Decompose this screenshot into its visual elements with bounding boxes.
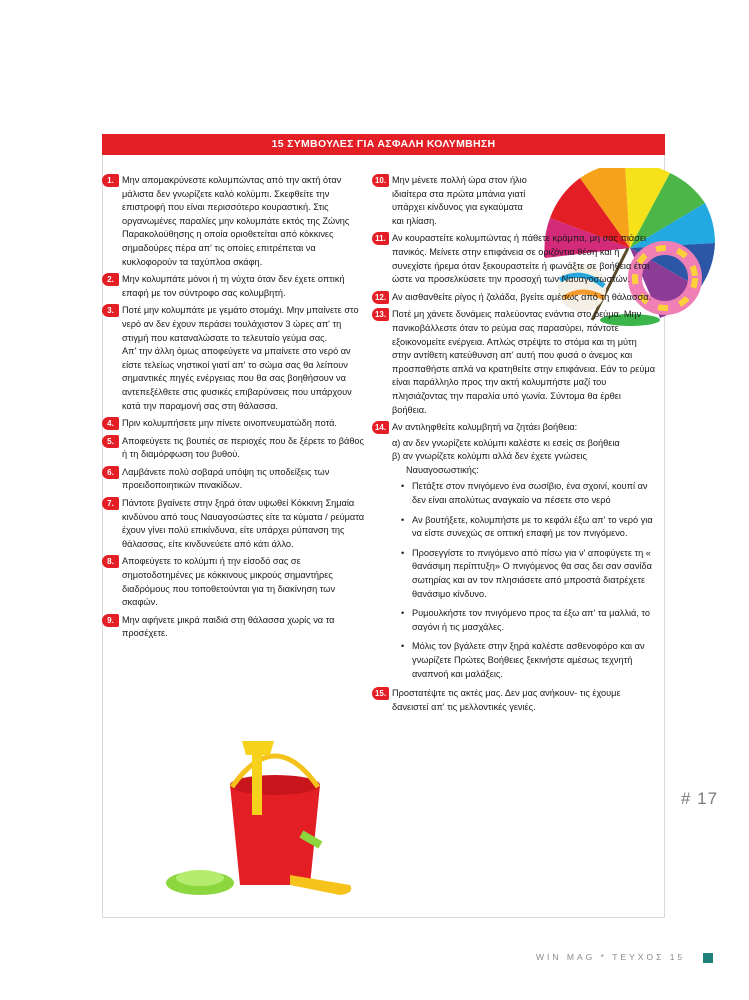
tip-text: Λαμβάνετε πολύ σοβαρά υπόψη τις υποδείξεις των προειδοποιητικών πινακίδων.	[122, 466, 330, 491]
bucket-spade-illustration	[150, 735, 370, 905]
tip-item-5	[108, 435, 368, 462]
tip-bullet-list	[392, 480, 658, 681]
footer-square-icon	[703, 953, 713, 963]
tip-text: Αν κουραστείτε κολυμπώντας ή πάθετε κράμπα, μη σας πιάσει πανικός. Μείνετε στην επιφάνεια σε οριζόντια θέση και ή συνεχίστε ήρεμα όταν ξεκουραστείτε ή φωνάξτε σε βοήθεια έτσι ώστε να προσελκύσετε την προσοχή των Ναυαγοσωστών.	[392, 233, 650, 285]
tip-text: Αποφεύγετε το κολύμπι ή την είσοδό σας σε σημοτοδοτημένες με κόκκινους μικρούς σημαντήρες διαδρόμους που τοποθετούνται για τη διακίνηση των σκαφών.	[122, 556, 336, 608]
tip-text: Αν αντιληφθείτε κολυμβητή να ζητάει βοήθεια:	[392, 422, 578, 433]
magazine-footer: WIN MAG * ΤΕΥΧΟΣ 15	[536, 952, 686, 962]
tip-bullet: • Προσεγγίστε το πνιγόμενο από πίσω για ν' αποφύγετε τη « θανάσιμη περίπτυξη» Ο πνιγόμενος θα σας δει σαν σανίδα σωτηρίας και αν τον πλησιάσετε από μπροστά διατρέχετε θανάσιμο κίνδυνο.	[392, 547, 658, 601]
tip-number-badge: 13.	[372, 308, 389, 321]
tip-number-badge: 7.	[102, 497, 119, 510]
tip-text: Μην απομακρύνεστε κολυμπώντας από την ακτή όταν μάλιστα δεν γνωρίζετε καλό κολύμπι. Σκεφθείτε την επιστροφή που είναι περισσότερο κουραστική. Στις οργανωμένες παραλίες μην κολυμπάτε εκτός της Ζώνης Παρακολούθησης η οποία οριοθετείται από κόκκινες σημαδούρες πέρα απ' τις οποίες επιτρέπεται να κυκλοφορούν τα ταχύπλοα σκάφη.	[122, 175, 350, 267]
tip-number-badge: 5.	[102, 435, 119, 448]
tip-number-badge: 8.	[102, 555, 119, 568]
tip-bullet: • Μόλις τον βγάλετε στην ξηρά καλέστε ασθενοφόρο και αν γνωρίζετε Πρώτες Βοήθειες ξεκινήστε αμέσως τεχνητή αναπνοή και μαλάξεις.	[392, 640, 658, 681]
tip-number-badge: 9.	[102, 614, 119, 627]
tip-text: Ποτέ μην κολυμπάτε με γεμάτο στομάχι. Μην μπαίνετε στο νερό αν δεν έχουν περάσει τουλάχιστον 3 ώρες απ' τη στιγμή που καταναλώσατε το τελευταίο γεύμα σας.	[122, 305, 359, 343]
tip-number-badge: 1.	[102, 174, 119, 187]
tip-text: Ποτέ μη χάνετε δυνάμεις παλεύοντας ενάντια στο ρεύμα. Μην πανικοβάλλεστε όταν το ρεύμα σας παρασύρει, πάντοτε εξοικονομείτε ενέργεια. Απλώς στρέψτε το στόμα και τη μύτη στην αντίθετη κατεύθυνση απ' αυτή που φυσά ο άνεμος και προσπαθήστε απλά να κρατηθείτε στην επιφάνεια. Εάν το ρεύμα είναι παράλληλο προς την ακτή κολυμπήστε μαζί του πλησιάζοντας την παραλία υπό γωνία. Σύντομα θα έρθει βοήθεια.	[392, 309, 656, 415]
tip-item-9	[108, 614, 368, 641]
tips-header: 15 ΣΥΜΒΟΥΛΕΣ ΓΙΑ ΑΣΦΑΛΗ ΚΟΛΥΜΒΗΣΗ	[102, 134, 665, 155]
tip-number-badge: 3.	[102, 304, 119, 317]
tip-bullet: • Αν βουτήξετε, κολυμπήστε με το κεφάλι έξω απ' το νερό για να είστε συνεχώς σε οπτική επαφή με τον πνιγόμενο.	[392, 514, 658, 541]
tip-bullet: • Ρυμουλκήστε τον πνιγόμενο προς τα έξω απ' τα μαλλιά, το σαγόνι ή τις μασχάλες.	[392, 607, 658, 634]
tip-number-badge: 11.	[372, 232, 389, 245]
tip-number-badge: 4.	[102, 417, 119, 430]
right-column	[374, 174, 658, 718]
tip-item-7	[108, 497, 368, 551]
tip-sub-item: α) αν δεν γνωρίζετε κολύμπι καλέστε κι εσείς σε βοήθεια	[392, 437, 620, 448]
tip-number-badge: 15.	[372, 687, 389, 700]
tip-text: Πριν κολυμπήσετε μην πίνετε οινοπνευματώδη ποτά.	[122, 418, 337, 429]
tip-number-badge: 12.	[372, 291, 389, 304]
tip-item-1	[108, 174, 368, 269]
left-column	[108, 174, 368, 645]
tip-item-13	[374, 308, 658, 417]
tip-number-badge: 14.	[372, 421, 389, 434]
tip-text: Απ' την άλλη όμως αποφεύγετε να μπαίνετε στο νερό αν είστε τελείως νηστικοί γιατί απ' το σώμα σας θα λείπουν σημαντικές πηγές ενέργειας που θα σας βοηθήσουν να αντεπεξέλθετε στις φυσικές επιβαρύνσεις που υπάρχουν κατά την παραμονή σας στη θάλασσα.	[122, 346, 352, 411]
tip-item-4	[108, 417, 368, 431]
tip-text: Αποφεύγετε τις βουτιές σε περιοχές που δε ξέρετε το βάθος ή τη διαμόρφωση του βυθού.	[122, 435, 364, 460]
tip-bullet: • Πετάξτε στον πνιγόμενο ένα σωσίβιο, ένα σχοινί, κουπί αν δεν είναι απολύτως αναγκαίο να πέσετε στο νερό	[392, 480, 658, 507]
tip-item-12	[374, 291, 658, 305]
tip-sub-list	[392, 437, 658, 478]
page-number: # 17	[681, 789, 719, 808]
tip-sub-item: β) αν γνωρίζετε κολύμπι αλλά δεν έχετε γνώσεις Ναυαγοσωστικής:	[392, 451, 587, 475]
tip-text: Προστατέψτε τις ακτές μας. Δεν μας ανήκουν- τις έχουμε δανειστεί απ' τις μελλοντικές γενιές.	[392, 688, 621, 712]
tip-item-3	[108, 304, 368, 413]
tip-item-8	[108, 555, 368, 609]
tip-number-badge: 6.	[102, 466, 119, 479]
tip-item-10	[374, 174, 532, 228]
tip-text: Μην αφήνετε μικρά παιδιά στη θάλασσα χωρίς να τα προσέχετε.	[122, 614, 335, 639]
tip-number-badge: 2.	[102, 273, 119, 286]
tip-item-2	[108, 273, 368, 300]
tip-text: Πάντοτε βγαίνετε στην ξηρά όταν υψωθεί Κόκκινη Σημαία κινδύνου από τους Ναυαγοσώστες είτε τα κύματα / ρεύματα έχουν γίνει πολύ επικίνδυνα, είτε υπάρχει ρύπανση της θάλασσας, είτε κινδυνεύετε από κάτι άλλο.	[122, 498, 365, 549]
tip-item-15	[374, 687, 658, 714]
tip-number-badge: 10.	[372, 174, 389, 187]
tip-text: Μην μένετε πολλή ώρα στον ήλιο ιδιαίτερα στα πρώτα μπάνια γιατί υπάρχει κίνδυνος για εγκαύματα και ηλίαση.	[392, 175, 527, 226]
tip-text: Αν αισθανθείτε ρίγος ή ζαλάδα, βγείτε αμέσως από τη θάλασσα.	[392, 291, 652, 302]
tip-text: Μην κολυμπάτε μόνοι ή τη νύχτα όταν δεν έχετε οπτική επαφή με τον σύντροφο σας κολυμβητή.	[122, 274, 345, 298]
tip-item-11	[375, 232, 650, 286]
tip-item-14	[374, 421, 658, 681]
tip-item-6	[108, 466, 368, 493]
